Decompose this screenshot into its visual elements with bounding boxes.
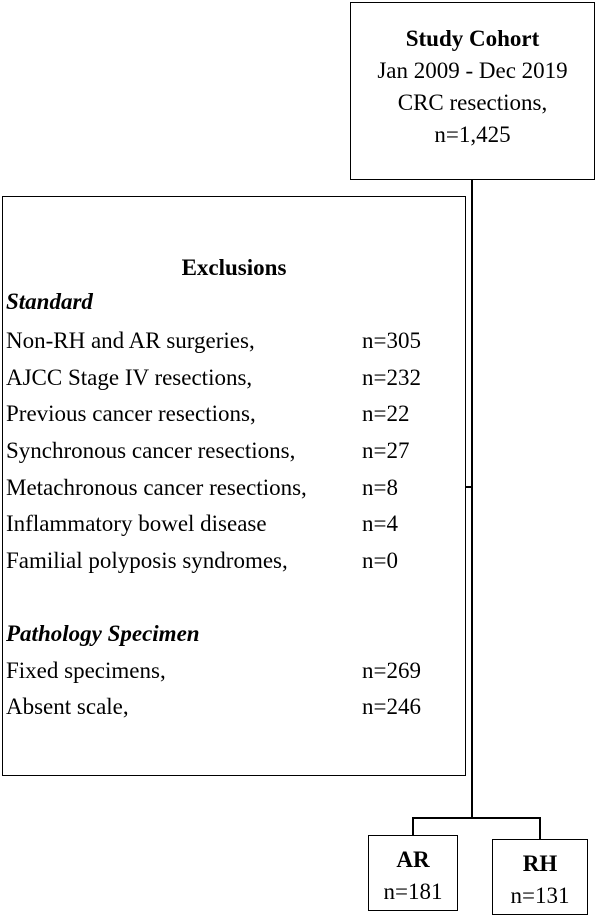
- connector-rh-drop: [539, 817, 541, 840]
- exclusion-value: n=269: [362, 658, 421, 683]
- connector-ar-drop: [412, 817, 414, 836]
- exclusion-label: Non-RH and AR surgeries,: [6, 328, 255, 353]
- rh-group-box: [492, 839, 588, 915]
- cohort-title: Study Cohort: [405, 26, 540, 51]
- connector-exclusion-branch: [466, 486, 473, 488]
- connector-horizontal-split: [412, 817, 541, 819]
- pathology-section-title: Pathology Specimen: [6, 621, 200, 646]
- rh-title: RH: [522, 851, 558, 876]
- exclusion-value: n=8: [362, 475, 398, 500]
- exclusion-value: n=0: [362, 548, 398, 573]
- standard-section-title: Standard: [6, 289, 93, 314]
- rh-count: n=131: [510, 883, 570, 908]
- cohort-dates: Jan 2009 - Dec 2019: [377, 58, 568, 83]
- exclusion-value: n=22: [362, 401, 410, 426]
- study-cohort-box: [350, 2, 595, 180]
- exclusion-value: n=4: [362, 511, 398, 536]
- exclusion-row: [6, 548, 461, 578]
- exclusion-value: n=27: [362, 438, 410, 463]
- exclusion-value: n=305: [362, 328, 421, 353]
- ar-group-box: [368, 835, 458, 911]
- exclusion-value: n=246: [362, 694, 421, 719]
- exclusion-row: [6, 694, 461, 724]
- exclusion-label: Synchronous cancer resections,: [6, 438, 296, 463]
- exclusion-row: [6, 438, 461, 468]
- connector-vertical-main: [471, 180, 473, 818]
- exclusion-row: [6, 328, 461, 358]
- exclusion-row: [6, 401, 461, 431]
- exclusion-value: n=232: [362, 365, 421, 390]
- cohort-description: CRC resections,: [397, 90, 548, 115]
- exclusion-label: Inflammatory bowel disease: [6, 511, 267, 536]
- exclusion-row: [6, 475, 461, 505]
- ar-count: n=181: [383, 879, 443, 904]
- exclusions-box: [2, 196, 466, 776]
- exclusions-heading: Exclusions: [181, 255, 287, 280]
- exclusion-label: Familial polyposis syndromes,: [6, 548, 288, 573]
- ar-title: AR: [396, 847, 430, 872]
- exclusion-label: AJCC Stage IV resections,: [6, 365, 253, 390]
- exclusion-row: [6, 511, 461, 541]
- exclusion-row: [6, 365, 461, 395]
- exclusion-row: [6, 658, 461, 688]
- exclusion-label: Fixed specimens,: [6, 658, 166, 683]
- exclusion-label: Metachronous cancer resections,: [6, 475, 307, 500]
- exclusion-label: Previous cancer resections,: [6, 401, 256, 426]
- exclusion-label: Absent scale,: [6, 694, 129, 719]
- cohort-count: n=1,425: [434, 122, 511, 147]
